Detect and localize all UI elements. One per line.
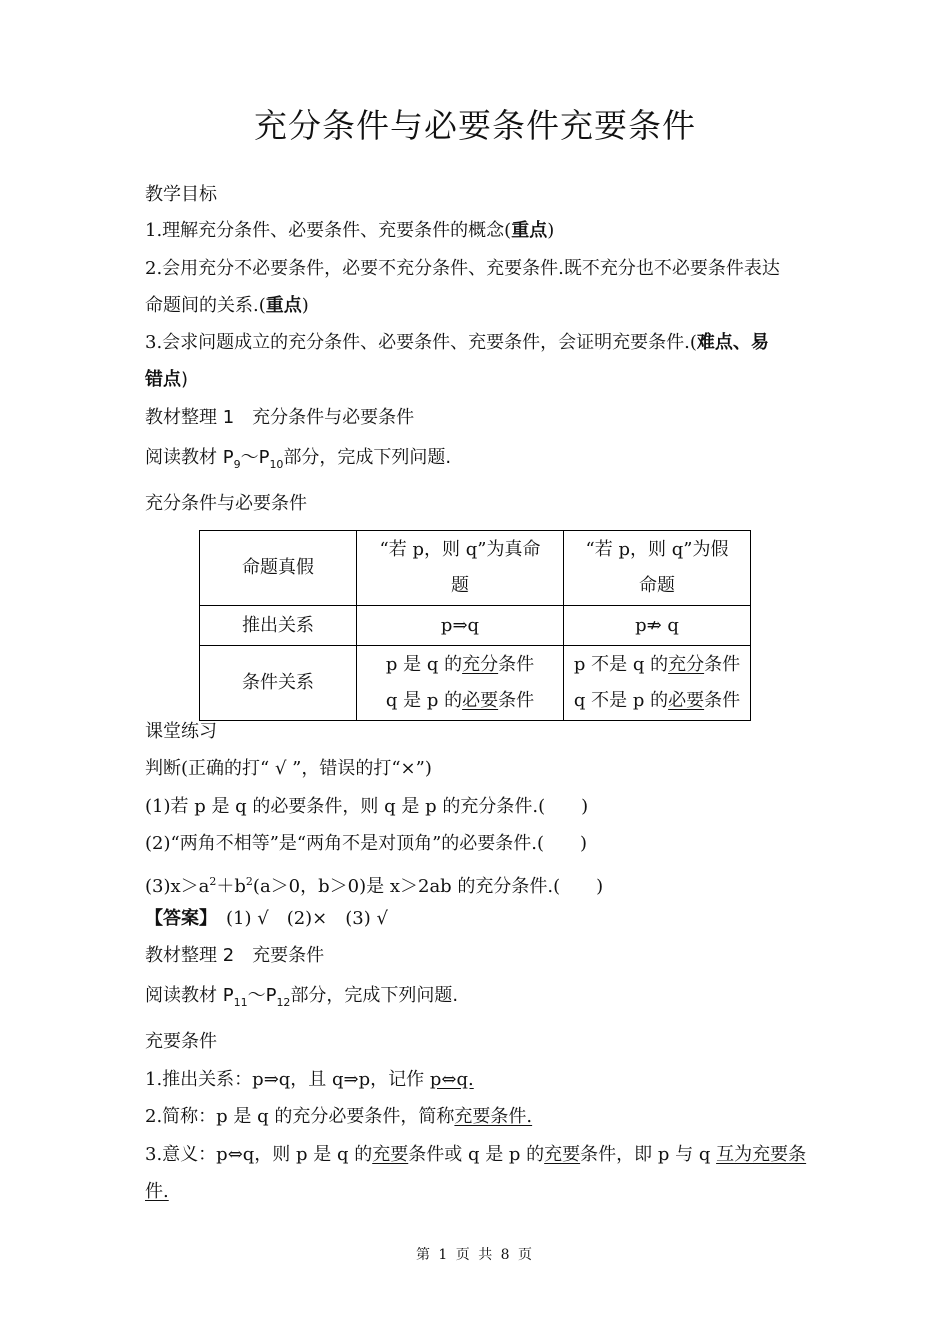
reading-prefix: 阅读教材 P xyxy=(145,985,234,1006)
table-row xyxy=(200,606,751,646)
objective-text: 3.会求问题成立的充分条件、必要条件、充要条件，会证明充要条件.( xyxy=(145,332,697,353)
item-text: 条件，即 p 与 q xyxy=(580,1144,717,1165)
cell-text: 条件 xyxy=(704,654,741,675)
objective-text: 命题间的关系.( xyxy=(145,295,266,316)
reading-prefix: 阅读教材 P xyxy=(145,447,234,468)
reading-tilde: ～P xyxy=(247,985,277,1006)
table-cell xyxy=(564,646,751,721)
page-ref-b: 10 xyxy=(269,458,284,471)
item-text: 3.意义：p⇔q，则 p 是 q 的 xyxy=(145,1144,373,1165)
q3-text: (3)x＞a xyxy=(145,876,210,897)
cell-text: p 是 q 的 xyxy=(385,654,463,675)
cell-text: 条件 xyxy=(498,690,535,711)
page-ref-a: 9 xyxy=(233,458,241,471)
objective-tag: 重点 xyxy=(511,220,548,241)
item-underlined: 充要 xyxy=(544,1144,581,1165)
section2-subheading: 充要条件 xyxy=(145,1031,217,1052)
condition-table xyxy=(199,530,751,721)
practice-question-3 xyxy=(145,870,603,899)
objective-tag: 错点 xyxy=(145,369,181,390)
table-cell: 命题真假 xyxy=(200,531,357,606)
cell-line: “若 p，则 q”为假 xyxy=(585,539,729,560)
reading-suffix: 部分，完成下列问题. xyxy=(290,985,459,1006)
cell-line xyxy=(363,647,557,683)
table-cell xyxy=(357,646,564,721)
section1-subheading: 充分条件与必要条件 xyxy=(145,493,307,514)
section2-heading: 教材整理 2 充要条件 xyxy=(145,945,325,966)
objective-tag: 难点、易 xyxy=(696,332,769,353)
table-row xyxy=(200,531,751,606)
section2-reading xyxy=(145,984,458,1015)
section2-item-2 xyxy=(145,1105,532,1129)
section2-item-3-line2 xyxy=(145,1180,169,1204)
cell-text: 条件 xyxy=(498,654,535,675)
objective-item-2-line2: 命题间的关系.(重点) xyxy=(145,295,309,316)
cell-text: 条件 xyxy=(704,690,741,711)
section2-item-1 xyxy=(145,1068,474,1092)
practice-question-1: (1)若 p 是 q 的必要条件，则 q 是 p 的充分条件.( ) xyxy=(145,796,589,817)
item-text: 1.推出关系：p⇒q，且 q⇒p，记作 xyxy=(145,1069,430,1090)
item-underlined: p⇔q. xyxy=(429,1069,474,1090)
cell-underlined: 充分 xyxy=(668,654,705,675)
q3-exponent: 2 xyxy=(209,875,217,888)
section2-item-3 xyxy=(145,1143,806,1167)
cell-line xyxy=(363,683,557,719)
cell-underlined: 必要 xyxy=(668,690,705,711)
table-cell: 条件关系 xyxy=(200,646,357,721)
item-underlined: 充要条件. xyxy=(454,1106,533,1127)
cell-line: 命题 xyxy=(639,575,675,596)
cell-line xyxy=(570,647,744,683)
cell-line xyxy=(570,683,744,719)
page-footer: 第 1 页 共 8 页 xyxy=(415,1247,535,1263)
cell-line: “若 p，则 q”为真命 xyxy=(379,539,541,560)
section1-heading: 教材整理 1 充分条件与必要条件 xyxy=(145,407,415,428)
reading-tilde: ～P xyxy=(240,447,270,468)
table-cell: 推出关系 xyxy=(200,606,357,646)
practice-heading: 课堂练习 xyxy=(145,721,217,742)
q3-text: (a＞0，b＞0)是 x＞2ab 的充分条件.( ) xyxy=(252,876,604,897)
item-underlined: 互为充要条 xyxy=(716,1144,807,1165)
section1-reading xyxy=(145,446,451,477)
table-cell: p⇒q xyxy=(357,606,564,646)
item-underlined: 充要 xyxy=(372,1144,409,1165)
cell-text: q 是 p 的 xyxy=(385,690,463,711)
answer-text: (1) √ (2)× (3) √ xyxy=(208,908,388,929)
item-underlined: 件. xyxy=(145,1181,169,1202)
table-cell: p⇏ q xyxy=(564,606,751,646)
objective-item-2-line1: 2.会用充分不必要条件，必要不充分条件、充要条件.既不充分也不必要条件表达 xyxy=(145,258,780,279)
objective-text: 1.理解充分条件、必要条件、充要条件的概念( xyxy=(145,220,512,241)
cell-text: q 不是 p 的 xyxy=(573,690,669,711)
practice-question-2: (2)“两角不相等”是“两角不是对顶角”的必要条件.( ) xyxy=(145,833,588,854)
objective-item-3-line1 xyxy=(145,331,769,355)
table-cell xyxy=(564,531,751,606)
q3-exponent: 2 xyxy=(245,875,253,888)
cell-underlined: 必要 xyxy=(462,690,499,711)
objectives-heading: 教学目标 xyxy=(145,184,217,205)
objective-item-1: 1.理解充分条件、必要条件、充要条件的概念(重点) xyxy=(145,220,555,241)
reading-suffix: 部分，完成下列问题. xyxy=(283,447,452,468)
practice-answer xyxy=(145,907,388,931)
q3-text: ＋b xyxy=(216,876,246,897)
cell-text: p 不是 q 的 xyxy=(573,654,669,675)
item-text: 2.简称：p 是 q 的充分必要条件，简称 xyxy=(145,1106,455,1127)
practice-instruction: 判断(正确的打“ √ ”，错误的打“×”) xyxy=(145,758,432,779)
page-title: 充分条件与必要条件充要条件 xyxy=(254,106,696,145)
page-ref-b: 12 xyxy=(276,996,291,1009)
table-cell xyxy=(357,531,564,606)
objective-item-3-line2: 错点) xyxy=(145,369,189,390)
cell-line: 题 xyxy=(451,575,469,596)
cell-underlined: 充分 xyxy=(462,654,499,675)
table-row xyxy=(200,646,751,721)
objective-tag: 重点 xyxy=(265,295,302,316)
answer-label: 【答案】 xyxy=(145,908,208,929)
page-ref-a: 11 xyxy=(233,996,248,1009)
item-text: 条件或 q 是 p 的 xyxy=(408,1144,545,1165)
